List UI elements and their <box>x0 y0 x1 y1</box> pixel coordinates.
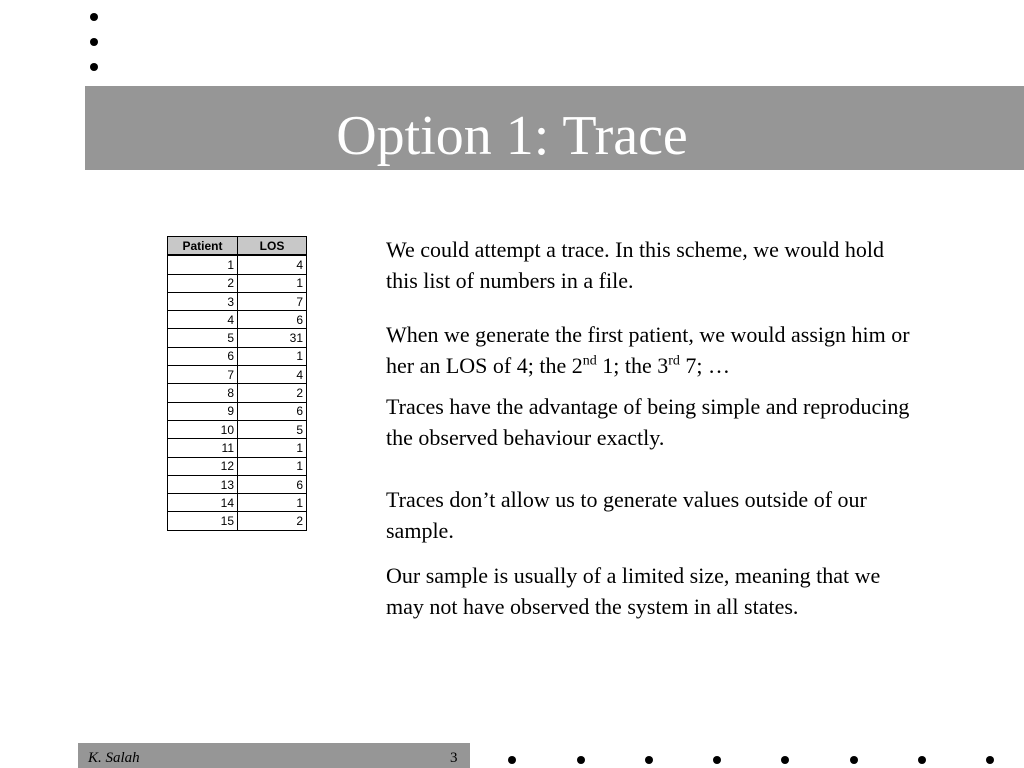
cell-patient: 14 <box>168 494 238 512</box>
paragraph-limitation: Traces don’t allow us to generate values outside of our sample. <box>386 487 867 543</box>
decor-dot <box>577 756 585 764</box>
cell-patient: 12 <box>168 457 238 475</box>
cell-los: 2 <box>238 512 307 530</box>
cell-patient: 10 <box>168 420 238 438</box>
footer-author: K. Salah <box>88 750 140 766</box>
body-text <box>386 234 916 622</box>
decor-dot <box>508 756 516 764</box>
decor-dot <box>90 13 98 21</box>
cell-los: 6 <box>238 311 307 329</box>
table-row <box>168 347 307 365</box>
cell-patient: 6 <box>168 347 238 365</box>
superscript-nd: nd <box>582 353 597 369</box>
table-row <box>168 475 307 493</box>
decor-dot <box>713 756 721 764</box>
table-body <box>168 255 307 530</box>
table-row <box>168 384 307 402</box>
cell-patient: 7 <box>168 366 238 384</box>
trace-table <box>167 236 307 531</box>
cell-patient: 13 <box>168 475 238 493</box>
table-row <box>168 439 307 457</box>
decor-dot <box>850 756 858 764</box>
cell-los: 7 <box>238 292 307 310</box>
paragraph-generate <box>386 319 916 381</box>
page-number: 3 <box>450 750 458 766</box>
table-row <box>168 402 307 420</box>
cell-los: 6 <box>238 475 307 493</box>
decor-dot <box>781 756 789 764</box>
table-row <box>168 512 307 530</box>
slide-title: Option 1: Trace <box>336 105 688 167</box>
cell-patient: 11 <box>168 439 238 457</box>
table-row <box>168 457 307 475</box>
table-row <box>168 255 307 274</box>
cell-patient: 1 <box>168 255 238 274</box>
cell-los: 1 <box>238 494 307 512</box>
cell-los: 4 <box>238 255 307 274</box>
decor-dot <box>90 63 98 71</box>
table-row <box>168 494 307 512</box>
table-header-row <box>168 237 307 256</box>
table-row <box>168 329 307 347</box>
table-row <box>168 311 307 329</box>
cell-patient: 8 <box>168 384 238 402</box>
cell-los: 1 <box>238 347 307 365</box>
cell-los: 1 <box>238 457 307 475</box>
paragraph-generate-part: 1; the 3 <box>596 353 669 378</box>
header-patient: Patient <box>168 237 238 256</box>
paragraph-generate-part: When we generate the first patient, we would assign him or her an LOS of 4; the 2 <box>386 322 910 378</box>
table-row <box>168 366 307 384</box>
cell-patient: 9 <box>168 402 238 420</box>
cell-patient: 15 <box>168 512 238 530</box>
cell-patient: 4 <box>168 311 238 329</box>
superscript-rd: rd <box>668 353 680 369</box>
decor-dot <box>90 38 98 46</box>
paragraph-sample-size: Our sample is usually of a limited size, meaning that we may not have observed the system in all states. <box>386 563 881 619</box>
decor-dot <box>918 756 926 764</box>
cell-los: 2 <box>238 384 307 402</box>
cell-patient: 3 <box>168 292 238 310</box>
cell-patient: 2 <box>168 274 238 292</box>
paragraph-trace-intro: We could attempt a trace. In this scheme, we would hold this list of numbers in a file. <box>386 237 884 293</box>
cell-los: 4 <box>238 366 307 384</box>
decor-dot <box>645 756 653 764</box>
cell-los: 1 <box>238 274 307 292</box>
table-row <box>168 274 307 292</box>
cell-patient: 5 <box>168 329 238 347</box>
cell-los: 1 <box>238 439 307 457</box>
decor-dot <box>986 756 994 764</box>
paragraph-advantage: Traces have the advantage of being simple and reproducing the observed behaviour exactly. <box>386 394 910 450</box>
paragraph-generate-part: 7; … <box>679 353 731 378</box>
cell-los: 5 <box>238 420 307 438</box>
table-row <box>168 292 307 310</box>
cell-los: 6 <box>238 402 307 420</box>
header-los: LOS <box>238 237 307 256</box>
cell-los: 31 <box>238 329 307 347</box>
table-row <box>168 420 307 438</box>
